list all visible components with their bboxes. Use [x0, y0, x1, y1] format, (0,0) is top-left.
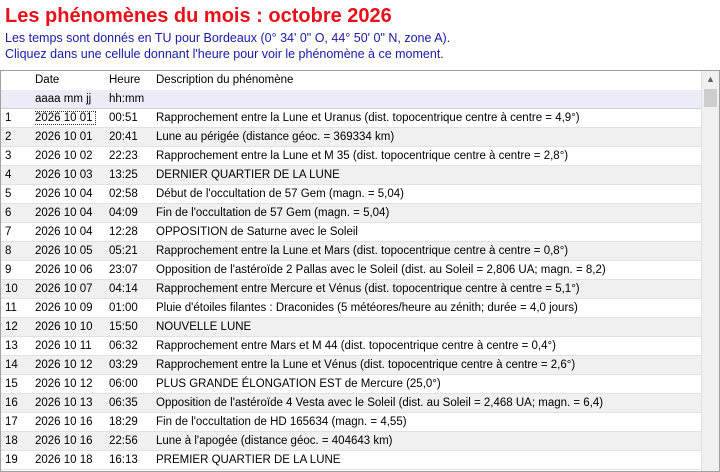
- table-row[interactable]: [1, 280, 701, 299]
- row-description[interactable]: [156, 223, 701, 242]
- row-description[interactable]: [156, 147, 701, 166]
- row-description-text: OPPOSITION de Saturne avec le Soleil: [156, 226, 358, 238]
- row-date-text: 2026 10 05: [35, 245, 93, 257]
- table-row[interactable]: [1, 432, 701, 451]
- row-time[interactable]: [109, 109, 153, 128]
- table-row[interactable]: [1, 261, 701, 280]
- row-date[interactable]: [35, 109, 105, 128]
- row-number-text: 15: [5, 378, 18, 390]
- row-date[interactable]: [35, 147, 105, 166]
- row-time[interactable]: [109, 185, 153, 204]
- table-row[interactable]: [1, 166, 701, 185]
- row-time[interactable]: [109, 375, 153, 394]
- row-time[interactable]: [109, 261, 153, 280]
- row-date-text: 2026 10 09: [35, 302, 93, 314]
- row-date-text: 2026 10 07: [35, 283, 93, 295]
- row-number: [5, 413, 31, 432]
- row-time-text: 01:00: [109, 302, 138, 314]
- triangle-up-icon[interactable]: ▲: [706, 74, 715, 84]
- row-time-text: 20:41: [109, 131, 138, 143]
- row-time-text: 02:58: [109, 188, 138, 200]
- row-number: [5, 242, 31, 261]
- row-time-text: 22:56: [109, 435, 138, 447]
- row-date[interactable]: [35, 375, 105, 394]
- row-time-text: 12:28: [109, 226, 138, 238]
- table-row[interactable]: [1, 375, 701, 394]
- row-date-text: 2026 10 10: [35, 321, 93, 333]
- row-date[interactable]: [35, 204, 105, 223]
- row-time[interactable]: [109, 147, 153, 166]
- table-row[interactable]: [1, 147, 701, 166]
- table-row[interactable]: [1, 128, 701, 147]
- row-date-text: 2026 10 16: [35, 416, 93, 428]
- row-date-text: 2026 10 04: [35, 188, 93, 200]
- row-description[interactable]: [156, 356, 701, 375]
- table-header-row: [1, 71, 701, 90]
- row-date-text: 2026 10 01: [35, 112, 93, 124]
- row-description[interactable]: [156, 432, 701, 451]
- header-heure[interactable]: Heure: [109, 74, 141, 86]
- row-number: [5, 299, 31, 318]
- row-date[interactable]: [35, 223, 105, 242]
- subheader-description: [156, 90, 701, 109]
- row-description-text: Rapprochement entre la Lune et Uranus (dist. topocentrique centre à centre = 4,9°): [156, 112, 580, 124]
- row-number-text: 2: [5, 131, 12, 143]
- row-number-text: 17: [5, 416, 18, 428]
- row-description-text: Rapprochement entre la Lune et Mars (dist. topocentrique centre à centre = 0,8°): [156, 245, 569, 257]
- row-date[interactable]: [35, 451, 105, 470]
- row-time[interactable]: [109, 394, 153, 413]
- row-description[interactable]: [156, 204, 701, 223]
- row-description[interactable]: [156, 394, 701, 413]
- row-description-text: Opposition de l'astéroïde 4 Vesta avec le Soleil (dist. au Soleil = 2,468 UA; magn. = 6,4): [156, 397, 604, 409]
- row-date-text: 2026 10 18: [35, 454, 93, 466]
- row-number: [5, 109, 31, 128]
- row-description[interactable]: [156, 318, 701, 337]
- subheader-num: [5, 90, 31, 109]
- row-number-text: 11: [5, 302, 17, 314]
- row-description-text: Fin de l'occultation de HD 165634 (magn. = 4,55): [156, 416, 407, 428]
- row-number-text: 18: [5, 435, 18, 447]
- row-time-text: 23:07: [109, 264, 138, 276]
- header-num: [5, 71, 31, 90]
- row-description-text: PLUS GRANDE ÉLONGATION EST de Mercure (25,0°): [156, 378, 441, 390]
- header-description[interactable]: Description du phénomène: [156, 74, 294, 86]
- row-time[interactable]: [109, 299, 153, 318]
- row-description-text: Rapprochement entre la Lune et Vénus (dist. topocentrique centre à centre = 2,6°): [156, 359, 576, 371]
- row-time-text: 13:25: [109, 169, 138, 181]
- row-description-text: PREMIER QUARTIER DE LA LUNE: [156, 454, 341, 466]
- row-number: [5, 451, 31, 470]
- row-description-text: Fin de l'occultation de 57 Gem (magn. = 5,04): [156, 207, 390, 219]
- row-number: [5, 394, 31, 413]
- row-time-text: 15:50: [109, 321, 138, 333]
- row-number: [5, 166, 31, 185]
- row-date[interactable]: [35, 413, 105, 432]
- table-row[interactable]: [1, 109, 701, 128]
- row-date[interactable]: [35, 185, 105, 204]
- scrollbar-thumb[interactable]: [704, 89, 717, 107]
- row-time[interactable]: [109, 432, 153, 451]
- row-date[interactable]: [35, 337, 105, 356]
- row-number-text: 3: [5, 150, 12, 162]
- row-number: [5, 318, 31, 337]
- row-number: [5, 261, 31, 280]
- row-number-text: 7: [5, 226, 12, 238]
- row-description-text: Pluie d'étoiles filantes : Draconides (5 météores/heure au zénith; durée = 4,0 jours): [156, 302, 578, 314]
- row-number-text: 9: [5, 264, 12, 276]
- row-time[interactable]: [109, 280, 153, 299]
- row-time[interactable]: [109, 451, 153, 470]
- row-description-text: Lune à l'apogée (distance géoc. = 404643 km): [156, 435, 393, 447]
- row-date-text: 2026 10 16: [35, 435, 93, 447]
- row-description[interactable]: [156, 413, 701, 432]
- table-subheader-row: [1, 90, 701, 109]
- row-number-text: 1: [5, 112, 12, 124]
- row-time-text: 04:09: [109, 207, 138, 219]
- row-description-text: Rapprochement entre Mercure et Vénus (dist. topocentrique centre à centre = 5,1°): [156, 283, 580, 295]
- row-time-text: 16:13: [109, 454, 138, 466]
- row-date[interactable]: [35, 394, 105, 413]
- row-description[interactable]: [156, 128, 701, 147]
- phenomena-table[interactable]: [0, 70, 720, 472]
- table-row[interactable]: [1, 299, 701, 318]
- table-row[interactable]: [1, 451, 701, 470]
- row-date-text: 2026 10 13: [35, 397, 93, 409]
- row-time[interactable]: [109, 413, 153, 432]
- row-date[interactable]: [35, 242, 105, 261]
- row-date[interactable]: [35, 166, 105, 185]
- row-number-text: 16: [5, 397, 18, 409]
- row-description-text: Opposition de l'astéroïde 2 Pallas avec le Soleil (dist. au Soleil = 2,806 UA; magn. = 8,2): [156, 264, 606, 276]
- row-description[interactable]: [156, 451, 701, 470]
- row-time-text: 18:29: [109, 416, 138, 428]
- row-number: [5, 147, 31, 166]
- table-row[interactable]: [1, 318, 701, 337]
- table-row[interactable]: [1, 394, 701, 413]
- row-number-text: 4: [5, 169, 12, 181]
- row-number-text: 10: [5, 283, 18, 295]
- row-description[interactable]: [156, 109, 701, 128]
- row-time[interactable]: [109, 356, 153, 375]
- row-date[interactable]: [35, 280, 105, 299]
- row-description[interactable]: [156, 280, 701, 299]
- row-number: [5, 356, 31, 375]
- row-number: [5, 185, 31, 204]
- table-row[interactable]: [1, 223, 701, 242]
- row-description-text: DERNIER QUARTIER DE LA LUNE: [156, 169, 340, 181]
- row-time[interactable]: [109, 337, 153, 356]
- row-description[interactable]: [156, 242, 701, 261]
- row-date-text: 2026 10 06: [35, 264, 93, 276]
- row-number-text: 13: [5, 340, 18, 352]
- row-time[interactable]: [109, 223, 153, 242]
- row-date[interactable]: [35, 261, 105, 280]
- click-instructions: Cliquez dans une cellule donnant l'heure pour voir le phénomène à ce moment.: [5, 47, 444, 61]
- row-date-text: 2026 10 02: [35, 150, 93, 162]
- table-row[interactable]: [1, 356, 701, 375]
- row-time-text: 04:14: [109, 283, 138, 295]
- row-number: [5, 128, 31, 147]
- row-time[interactable]: [109, 204, 153, 223]
- row-number: [5, 375, 31, 394]
- row-description[interactable]: [156, 261, 701, 280]
- row-number: [5, 204, 31, 223]
- row-time-text: 05:21: [109, 245, 138, 257]
- row-number-text: 6: [5, 207, 12, 219]
- row-time-text: 06:32: [109, 340, 138, 352]
- row-description-text: Début de l'occultation de 57 Gem (magn. = 5,04): [156, 188, 404, 200]
- row-time-text: 22:23: [109, 150, 138, 162]
- row-description[interactable]: [156, 337, 701, 356]
- row-description[interactable]: [156, 166, 701, 185]
- subheader-date-format: aaaa mm jj: [35, 93, 92, 105]
- row-date-text: 2026 10 04: [35, 226, 93, 238]
- row-date-text: 2026 10 04: [35, 207, 93, 219]
- subheader-time-format: hh:mm: [109, 93, 145, 105]
- location-info: Les temps sont donnés en TU pour Bordeaux (0° 34' 0" O, 44° 50' 0" N, zone A).: [5, 31, 451, 45]
- row-date-text: 2026 10 11: [35, 340, 92, 352]
- row-time[interactable]: [109, 128, 153, 147]
- row-time-text: 06:35: [109, 397, 138, 409]
- row-number-text: 14: [5, 359, 18, 371]
- row-description-text: Lune au périgée (distance géoc. = 369334 km): [156, 131, 395, 143]
- row-date[interactable]: [35, 318, 105, 337]
- row-date[interactable]: [35, 128, 105, 147]
- page-title: Les phénomènes du mois : octobre 2026: [5, 5, 392, 27]
- row-description[interactable]: [156, 375, 701, 394]
- row-time-text: 06:00: [109, 378, 138, 390]
- row-number: [5, 223, 31, 242]
- row-time[interactable]: [109, 242, 153, 261]
- row-date-text: 2026 10 12: [35, 359, 93, 371]
- table-row[interactable]: [1, 413, 701, 432]
- row-number: [5, 432, 31, 451]
- row-description-text: Rapprochement entre la Lune et M 35 (dist. topocentrique centre à centre = 2,8°): [156, 150, 569, 162]
- row-date-text: 2026 10 12: [35, 378, 93, 390]
- row-number: [5, 337, 31, 356]
- row-number-text: 5: [5, 188, 12, 200]
- row-number-text: 8: [5, 245, 12, 257]
- row-description[interactable]: [156, 299, 701, 318]
- vertical-scrollbar[interactable]: [701, 71, 719, 471]
- row-time[interactable]: [109, 166, 153, 185]
- row-description[interactable]: [156, 185, 701, 204]
- row-number: [5, 280, 31, 299]
- row-number-text: 19: [5, 454, 18, 466]
- row-description-text: NOUVELLE LUNE: [156, 321, 252, 333]
- row-date[interactable]: [35, 299, 105, 318]
- header-date[interactable]: Date: [35, 74, 60, 86]
- table-row[interactable]: [1, 185, 701, 204]
- row-time-text: 03:29: [109, 359, 138, 371]
- row-date-text: 2026 10 03: [35, 169, 93, 181]
- row-time-text: 00:51: [109, 112, 138, 124]
- table-row[interactable]: [1, 242, 701, 261]
- row-date[interactable]: [35, 432, 105, 451]
- row-date[interactable]: [35, 356, 105, 375]
- row-date-text: 2026 10 01: [35, 131, 93, 143]
- table-row[interactable]: [1, 204, 701, 223]
- row-number-text: 12: [5, 321, 18, 333]
- row-description-text: Rapprochement entre Mars et M 44 (dist. topocentrique centre à centre = 0,4°): [156, 340, 556, 352]
- table-row[interactable]: [1, 337, 701, 356]
- row-time[interactable]: [109, 318, 153, 337]
